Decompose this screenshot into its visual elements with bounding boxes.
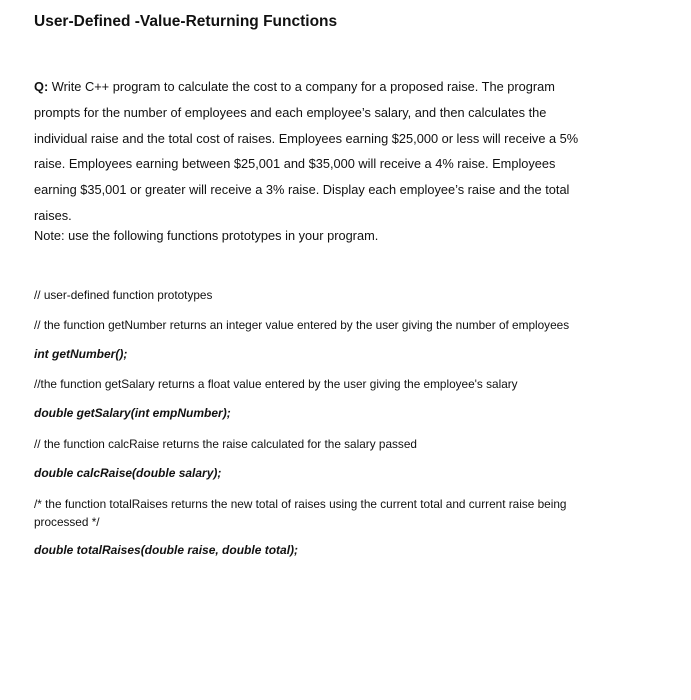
note-text: Note: use the following functions prototypes in your program. bbox=[34, 228, 379, 243]
total-raises-prototype: double totalRaises(double raise, double total); bbox=[34, 543, 299, 557]
get-salary-prototype: double getSalary(int empNumber); bbox=[34, 406, 231, 420]
page-title: User-Defined -Value-Returning Functions bbox=[34, 13, 338, 30]
question-label: Q: bbox=[34, 79, 49, 94]
calc-raise-prototype: double calcRaise(double salary); bbox=[34, 466, 222, 480]
total-raises-comment: /* the function totalRaises returns the new total of raises using the current total and current raise being processed */ bbox=[34, 497, 567, 529]
get-salary-comment: //the function getSalary returns a float value entered by the user giving the employee's salary bbox=[34, 377, 518, 391]
question-text: Write C++ program to calculate the cost to a company for a proposed raise. The program prompts for the number of employees and each employee’s salary, and then calculates the individual raise and the total cost of raises. Employees earning $25,000 or less will receive a 5% raise. Employees earning between $25,001 and $35,000 will receive a 4% raise. Employees earning $35,001 or greater will receive a 3% raise. Display each employee’s raise and the total raises. bbox=[34, 79, 579, 223]
get-number-comment: // the function getNumber returns an integer value entered by the user giving the number of employees bbox=[34, 318, 570, 332]
calc-raise-comment: // the function calcRaise returns the raise calculated for the salary passed bbox=[34, 437, 417, 451]
get-number-prototype: int getNumber(); bbox=[34, 347, 128, 361]
prototypes-header-comment: // user-defined function prototypes bbox=[34, 288, 213, 302]
question-paragraph bbox=[34, 74, 594, 229]
